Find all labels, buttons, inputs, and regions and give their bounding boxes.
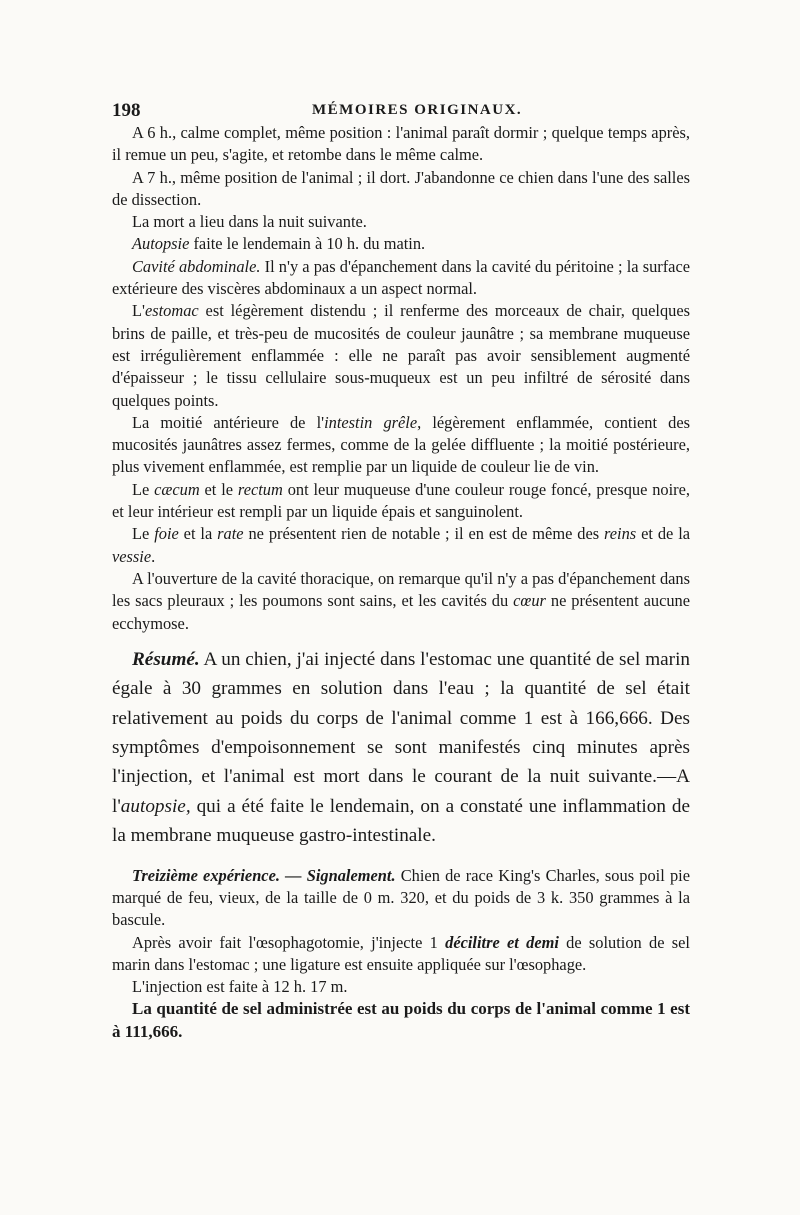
dose-term: décilitre et demi [445, 932, 559, 952]
autopsy-term: Autopsie [132, 234, 190, 254]
paragraph-quantity-ratio: La quantité de sel administrée est au poids du corps de l'animal comme 1 est à 111,666. [112, 999, 690, 1041]
experiment-13-heading-paragraph: Treizième expérience. — Signalement. Chien de race King's Charles, sous poil pie marqué de feu, vieux, de la taille de 0 m. 320, et du poids de 3 k. 350 grammes à la bascule. [112, 865, 691, 930]
paragraph-oesophagotomy: Après avoir fait l'œsophagotomie, j'injecte 1 décilitre et demi de solution de sel marin dans l'estomac ; une ligature est ensuite appliquée sur l'œsophage. [112, 932, 690, 974]
autopsy-inline-term: autopsie, [120, 795, 191, 817]
bladder-term: vessie [112, 546, 152, 566]
page-number: 198 [112, 100, 141, 121]
paragraph-6h: A 6 h., calme complet, même position : l'animal paraît dormir ; quelque temps après, il remue un peu, s'agite, et retombe dans le même calme. [112, 123, 690, 165]
kidneys-term: reins [604, 524, 637, 544]
paragraph-7h: A 7 h., même position de l'animal ; il dort. J'abandonne ce chien dans l'une des salles de dissection. [112, 167, 690, 209]
summary-paragraph: Résumé. A un chien, j'ai injecté dans l'estomac une quantité de sel marin égale à 30 grammes en solution dans l'eau ; la quantité de sel était relativement au poids du corps de l'animal comme 1 est à 166,666. Des symptômes d'empoisonnement se sont manifestés cinq minutes après l'injection, et l'animal est mort dans le courant de la nuit suivante.—A l'autopsie, qui a été faite le lendemain, on a constaté une inflammation de la membrane muqueuse gastro-intestinale. [112, 648, 690, 847]
paragraph-autopsy: Autopsie faite le lendemain à 10 h. du matin. [132, 234, 426, 254]
small-intestine-term: intestin grêle [324, 412, 418, 432]
spleen-term: rate [217, 524, 244, 544]
rectum-term: rectum [237, 479, 283, 499]
experiment-13-section [112, 865, 690, 1043]
page-header [112, 92, 690, 122]
paragraph-thorax: A l'ouverture de la cavité thoracique, on remarque qu'il n'y a pas d'épanchement dans les sacs pleuraux ; les poumons sont sains, et les cavités du cœur ne présentent aucune ecchymose. [112, 568, 691, 633]
paragraph-organs: Le foie et la rate ne présentent rien de notable ; il en est de même des reins et de la vessie. [112, 524, 691, 566]
autopsy-section [112, 122, 690, 635]
abdominal-cavity-term: Cavité abdominale. [132, 256, 261, 276]
summary-section [112, 645, 690, 851]
running-title: MÉMOIRES ORIGINAUX. [312, 102, 523, 118]
stomach-term: estomac [144, 301, 199, 321]
liver-term: foie [154, 524, 179, 544]
paragraph-small-intestine: La moitié antérieure de l'intestin grêle, légèrement enflammée, contient des mucosités jaunâtres assez fermes, comme de la gelée diffluente ; la moitié postérieure, plus vivement enflammée, est remplie par un liquide de couleur lie de vin. [112, 412, 690, 477]
paragraph-death: La mort a lieu dans la nuit suivante. [132, 212, 367, 232]
paragraph-abdominal-cavity: Cavité abdominale. Il n'y a pas d'épanchement dans la cavité du péritoine ; la surface extérieure des viscères abdominaux a un aspect normal. [112, 256, 691, 299]
paragraph-injection-time: L'injection est faite à 12 h. 17 m. [132, 977, 348, 997]
paragraph-caecum-rectum: Le cæcum et le rectum ont leur muqueuse d'une couleur rouge foncé, presque noire, et leur intérieur est rempli par un liquide épais et sanguinolent. [112, 479, 690, 522]
summary-label: Résumé. [132, 648, 200, 670]
book-page [112, 92, 690, 1043]
experiment-13-label: Treizième expérience. — Signalement. [132, 865, 396, 885]
caecum-term: cæcum [154, 479, 200, 499]
paragraph-stomach: L'estomac est légèrement distendu ; il renferme des morceaux de chair, quelques brins de paille, et très-peu de mucosités de couleur jaunâtre ; sa membrane muqueuse est irrégulièrement enflammée : elle ne paraît pas avoir sensiblement augmenté d'épaisseur ; le tissu cellulaire sous-muqueux est un peu infiltré de sérosité dans quelques points. [112, 301, 690, 410]
heart-term: cœur [513, 591, 546, 611]
